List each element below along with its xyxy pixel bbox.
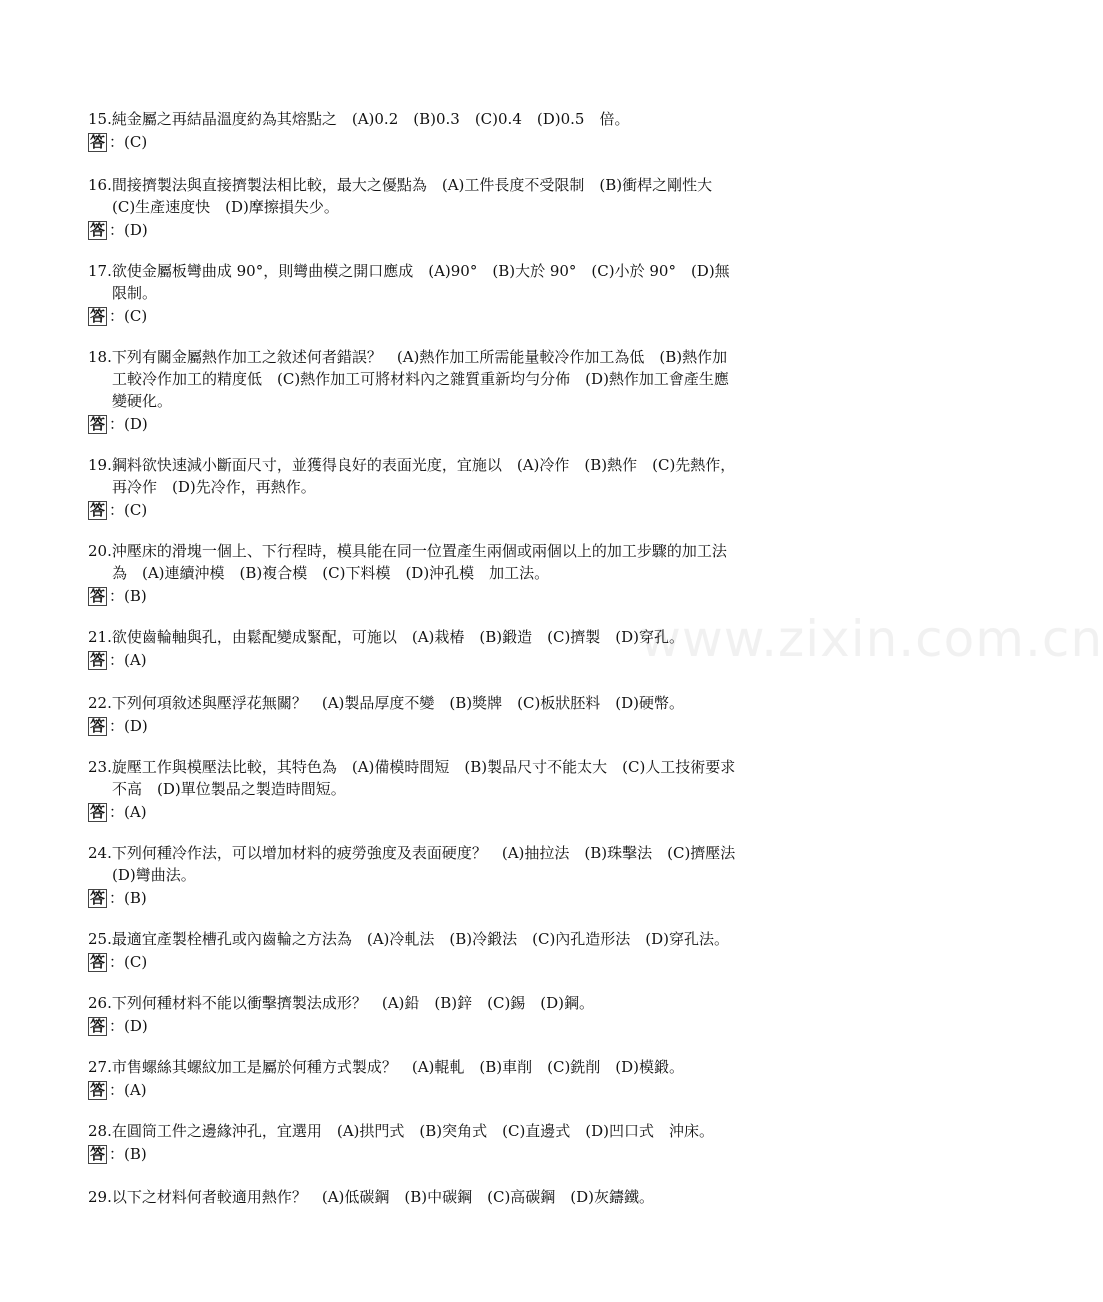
question-text-continued: (D)彎曲法。 bbox=[112, 866, 196, 884]
question-text: 17.欲使金屬板彎曲成 90°，則彎曲模之開口應成 (A)90° (B)大於 90° (C)小於 90° (D)無 bbox=[88, 262, 730, 280]
question-text-continued: 工較冷作加工的精度低 (C)熱作加工可將材料內之雜質重新均勻分佈 (D)熱作加工會產生應 bbox=[112, 370, 729, 388]
question-text: 21.欲使齒輪軸與孔，由鬆配變成緊配，可施以 (A)栽椿 (B)鍛造 (C)擠製 (D)穿孔。 bbox=[88, 628, 685, 646]
question-item bbox=[88, 992, 848, 1037]
answer-label: 答 bbox=[90, 651, 106, 669]
question-text: 27.市售螺絲其螺紋加工是屬於何種方式製成？ (A)輥軋 (B)車削 (C)銑削 (D)模鍛。 bbox=[88, 1058, 685, 1076]
answer-row bbox=[88, 1079, 848, 1101]
answer-value: ：(D) bbox=[109, 415, 148, 433]
question-item bbox=[88, 1186, 848, 1208]
answer-label: 答 bbox=[90, 221, 106, 239]
answer-value: ：(A) bbox=[109, 651, 147, 669]
question-item bbox=[88, 842, 848, 909]
question-item bbox=[88, 174, 848, 241]
answer-row bbox=[88, 801, 848, 823]
question-text: 24.下列何種冷作法，可以增加材料的疲勞強度及表面硬度？ (A)抽拉法 (B)珠擊法 (C)擠壓法 bbox=[88, 844, 736, 862]
question-text-continued: (C)生產速度快 (D)摩擦損失少。 bbox=[112, 198, 339, 216]
answer-label: 答 bbox=[90, 415, 106, 433]
answer-row bbox=[88, 413, 848, 435]
question-item bbox=[88, 756, 848, 823]
answer-row bbox=[88, 1143, 848, 1165]
question-item bbox=[88, 540, 848, 607]
answer-row bbox=[88, 1015, 848, 1037]
question-item bbox=[88, 346, 848, 435]
question-item bbox=[88, 108, 848, 153]
question-text: 20.沖壓床的滑塊一個上、下行程時，模具能在同一位置產生兩個或兩個以上的加工步驟的加工法 bbox=[88, 542, 727, 560]
question-item bbox=[88, 454, 848, 521]
question-text-continued: 再冷作 (D)先冷作，再熱作。 bbox=[112, 478, 316, 496]
answer-label: 答 bbox=[90, 587, 106, 605]
answer-label: 答 bbox=[90, 717, 106, 735]
question-text-continued: 限制。 bbox=[112, 284, 158, 302]
question-text: 22.下列何項敘述與壓浮花無關？ (A)製品厚度不變 (B)獎牌 (C)板狀胚料 (D)硬幣。 bbox=[88, 694, 685, 712]
answer-row bbox=[88, 499, 848, 521]
question-text: 23.旋壓工作與模壓法比較，其特色為 (A)備模時間短 (B)製品尺寸不能太大 (C)人工技術要求 bbox=[88, 758, 736, 776]
question-item bbox=[88, 260, 848, 327]
question-text: 26.下列何種材料不能以衝擊擠製法成形？ (A)鉛 (B)鋅 (C)錫 (D)鋼。 bbox=[88, 994, 595, 1012]
answer-row bbox=[88, 951, 848, 973]
question-text-continued: 變硬化。 bbox=[112, 392, 173, 410]
answer-row bbox=[88, 715, 848, 737]
answer-value: ：(D) bbox=[109, 717, 148, 735]
answer-value: ：(C) bbox=[109, 501, 148, 519]
question-item bbox=[88, 1056, 848, 1101]
answer-value: ：(D) bbox=[109, 1017, 148, 1035]
answer-row bbox=[88, 219, 848, 241]
question-text: 15.純金屬之再結晶溫度約為其熔點之 (A)0.2 (B)0.3 (C)0.4 (D)0.5 倍。 bbox=[88, 110, 630, 128]
answer-value: ：(D) bbox=[109, 221, 148, 239]
question-item bbox=[88, 692, 848, 737]
answer-label: 答 bbox=[90, 501, 106, 519]
question-text: 19.鋼料欲快速減小斷面尺寸，並獲得良好的表面光度，宜施以 (A)冷作 (B)熱作 (C)先熱作， bbox=[88, 456, 736, 474]
question-item bbox=[88, 928, 848, 973]
answer-label: 答 bbox=[90, 1145, 106, 1163]
question-text: 25.最適宜產製栓槽孔或內齒輪之方法為 (A)冷軋法 (B)冷鍛法 (C)內孔造形法 (D)穿孔法。 bbox=[88, 930, 730, 948]
question-text: 16.間接擠製法與直接擠製法相比較，最大之優點為 (A)工件長度不受限制 (B)衝桿之剛性大 bbox=[88, 176, 713, 194]
answer-label: 答 bbox=[90, 133, 106, 151]
answer-value: ：(C) bbox=[109, 133, 148, 151]
watermark: www.zixin.com.cn bbox=[640, 610, 1103, 668]
question-text-continued: 不高 (D)單位製品之製造時間短。 bbox=[112, 780, 346, 798]
answer-label: 答 bbox=[90, 803, 106, 821]
answer-value: ：(A) bbox=[109, 1081, 147, 1099]
answer-value: ：(B) bbox=[109, 1145, 147, 1163]
answer-value: ：(C) bbox=[109, 953, 148, 971]
question-text-continued: 為 (A)連續沖模 (B)複合模 (C)下料模 (D)沖孔模 加工法。 bbox=[112, 564, 550, 582]
question-text: 18.下列有關金屬熱作加工之敘述何者錯誤？ (A)熱作加工所需能量較冷作加工為低 (B)熱作加 bbox=[88, 348, 728, 366]
answer-row bbox=[88, 649, 848, 671]
answer-value: ：(B) bbox=[109, 587, 147, 605]
answer-row bbox=[88, 305, 848, 327]
question-text: 28.在圓筒工件之邊緣沖孔，宜選用 (A)拱門式 (B)突角式 (C)直邊式 (D)凹口式 沖床。 bbox=[88, 1122, 715, 1140]
answer-label: 答 bbox=[90, 889, 106, 907]
answer-value: ：(A) bbox=[109, 803, 147, 821]
answer-row bbox=[88, 887, 848, 909]
answer-row bbox=[88, 585, 848, 607]
question-item bbox=[88, 1120, 848, 1165]
answer-value: ：(C) bbox=[109, 307, 148, 325]
answer-label: 答 bbox=[90, 307, 106, 325]
question-item bbox=[88, 626, 848, 671]
answer-label: 答 bbox=[90, 1017, 106, 1035]
answer-value: ：(B) bbox=[109, 889, 147, 907]
answer-label: 答 bbox=[90, 953, 106, 971]
question-text: 29.以下之材料何者較適用熱作？ (A)低碳鋼 (B)中碳鋼 (C)高碳鋼 (D)灰鑄鐵。 bbox=[88, 1188, 655, 1206]
answer-row bbox=[88, 131, 848, 153]
answer-label: 答 bbox=[90, 1081, 106, 1099]
